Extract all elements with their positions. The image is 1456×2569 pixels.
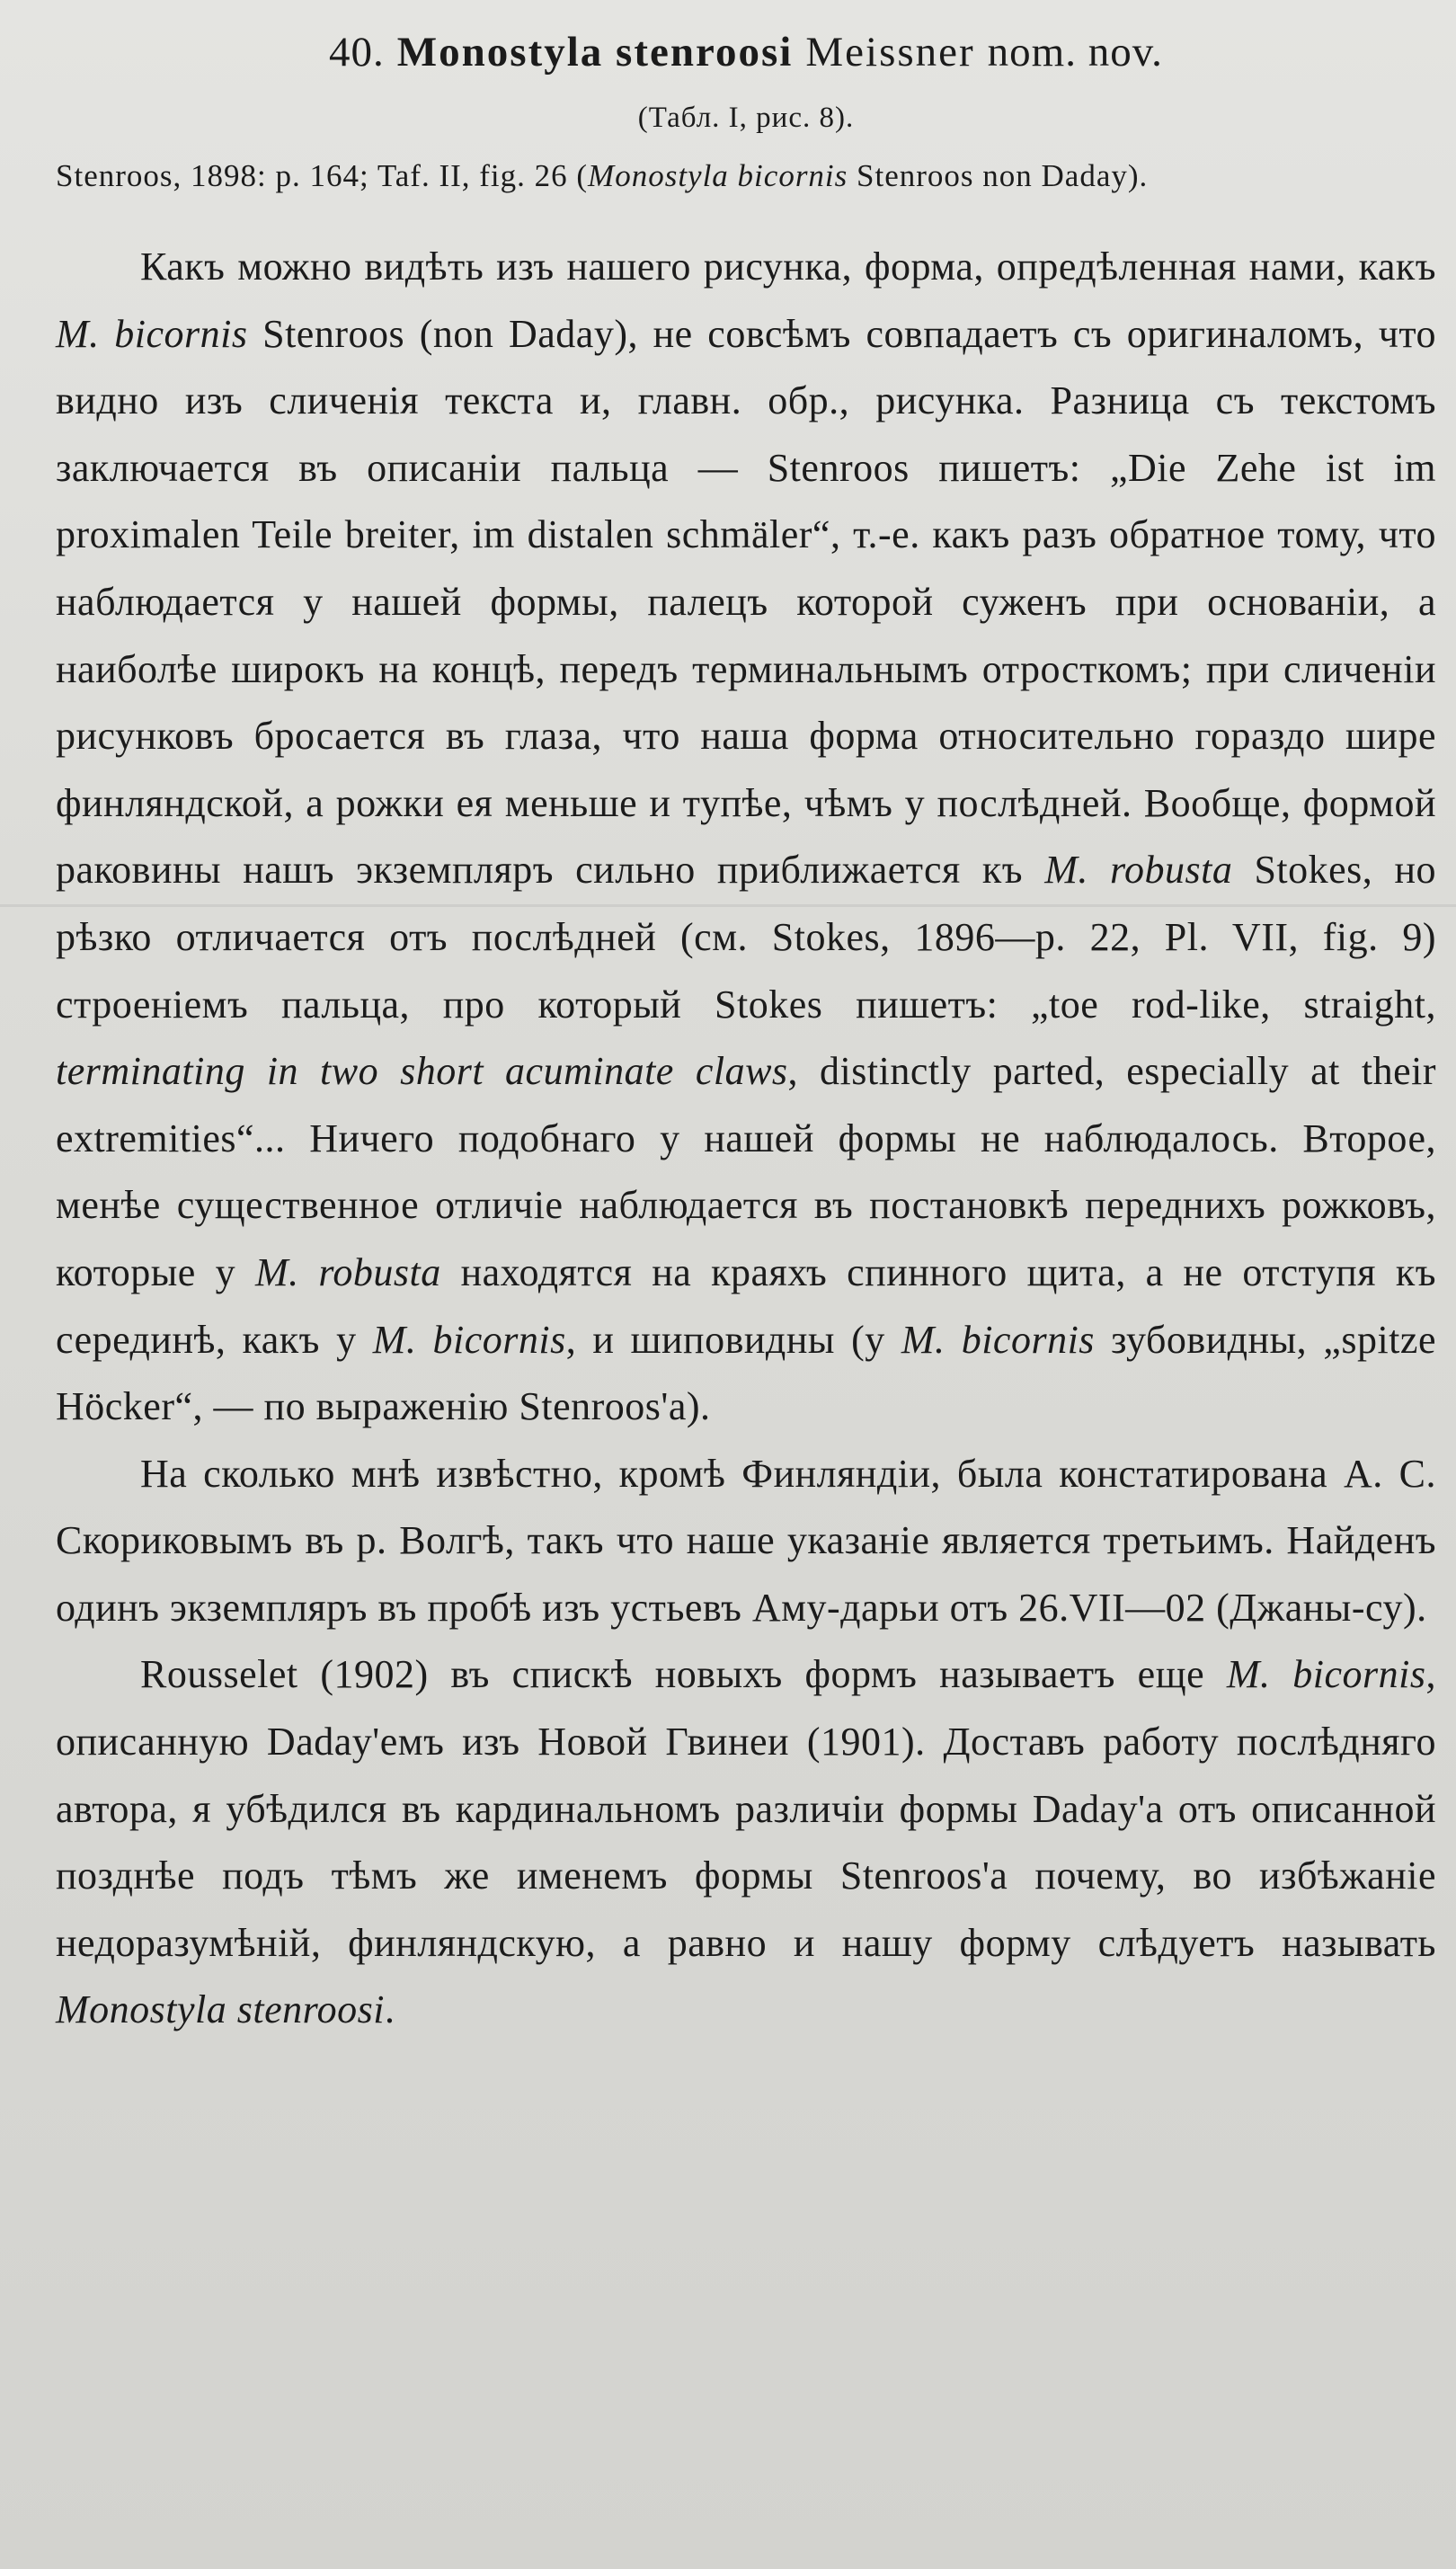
text-run: , описанную Daday'емъ изъ Новой Гвинеи (1901). Доставъ работу послѣдняго автора, я убѣдился въ кардинальномъ различіи формы Daday'а отъ описанной позднѣе подъ тѣмъ же именемъ формы Stenroos'а почему, во избѣжаніе недоразумѣній, финляндскую, а равно и нашу форму слѣдуетъ называть — [56, 1652, 1436, 1965]
taxon-name: M. robusta — [254, 1249, 441, 1294]
species-number: 40. — [329, 29, 385, 76]
species-name: Monostyla stenroosi — [396, 29, 794, 76]
text-run: , и шиповидны (у — [565, 1317, 901, 1362]
taxon-name: M. robusta — [1044, 848, 1233, 893]
text-run: Какъ можно видѣть изъ нашего рисунка, форма, опредѣленная нами, какъ — [140, 244, 1436, 289]
text-run: Rousselet (1902) въ спискѣ новыхъ формъ называетъ еще — [140, 1652, 1227, 1697]
text-run: зубовидны, „spitze Höcker“, — по выраженію Stenroos'а). — [56, 1317, 1436, 1429]
taxon-name: M. bicornis — [56, 311, 248, 356]
taxon-name: M. bicornis — [901, 1317, 1095, 1362]
taxon-name: M. bicornis — [372, 1317, 566, 1362]
species-heading — [56, 16, 1436, 88]
taxon-name: M. bicornis — [1226, 1652, 1426, 1697]
text-run: находятся на краяхъ спинного щита, а не отступя къ серединѣ, какъ у — [56, 1249, 1436, 1362]
quoted-italic: terminating in two short acuminate claws — [56, 1049, 788, 1094]
plate-reference: (Табл. I, рис. 8). — [637, 102, 855, 134]
paragraph-2 — [56, 1441, 1436, 1642]
text-run: Stenroos (non Daday), не совсѣмъ совпадаетъ съ оригиналомъ, что видно изъ сличенія текста и, главн. обр., рисунка. Разница съ текстомъ заключается въ описаніи пальца — Stenroos пишетъ: „Die Zehe ist im proximalen Teile breiter, im distalen schmäler“, т.-е. какъ разъ обратное тому, что наблюдается у нашей формы, палецъ которой суженъ при основаніи, а наиболѣе широкъ на концѣ, передъ терминальнымъ отросткомъ; при сличеніи рисунковъ бросается въ глаза, что наша форма относительно гораздо шире финляндской, а рожки ея меньше и тупѣе, чѣмъ у послѣдней. Вообще, формой раковины нашъ экземпляръ сильно приближается къ — [56, 311, 1436, 893]
paragraph-3 — [56, 1641, 1436, 2044]
synonym-name: Monostyla bicornis — [588, 158, 848, 193]
synonymy-citation — [56, 155, 1436, 198]
citation-paren: ( — [576, 158, 589, 193]
taxon-name: Monostyla stenroosi — [56, 1987, 385, 2032]
citation-ref: Stenroos, 1898: p. 164; Taf. II, fig. 26 — [56, 158, 568, 193]
text-run: Stokes, но рѣзко отличается отъ послѣдней (см. Stokes, 1896—p. 22, Pl. VII, fig. 9) строеніемъ пальца, про который Stokes пишетъ: „toe rod-like, straight, — [56, 848, 1436, 1027]
text-run: На сколько мнѣ извѣстно, кромѣ Финляндіи, была констатирована А. С. Скориковымъ въ р. Волгѣ, такъ что наше указаніе является третьимъ. Найденъ одинъ экземпляръ въ пробѣ изъ устьевъ Аму-дарьи отъ 26.VII—02 (Джаны-су). — [56, 1451, 1436, 1630]
text-run: , distinctly parted, especially at their extremities“... Ничего подобнаго у нашей формы не наблюдалось. Второе, менѣе существенное отличіе наблюдается въ постановкѣ переднихъ рожковъ, которые у — [56, 1049, 1436, 1294]
text-run: . — [384, 1987, 395, 2032]
paragraph-1 — [56, 234, 1436, 1441]
synonym-authority: Stenroos non Daday). — [857, 158, 1149, 193]
nomenclature-status: nom. nov. — [987, 29, 1163, 76]
species-author: Meissner — [805, 29, 975, 76]
